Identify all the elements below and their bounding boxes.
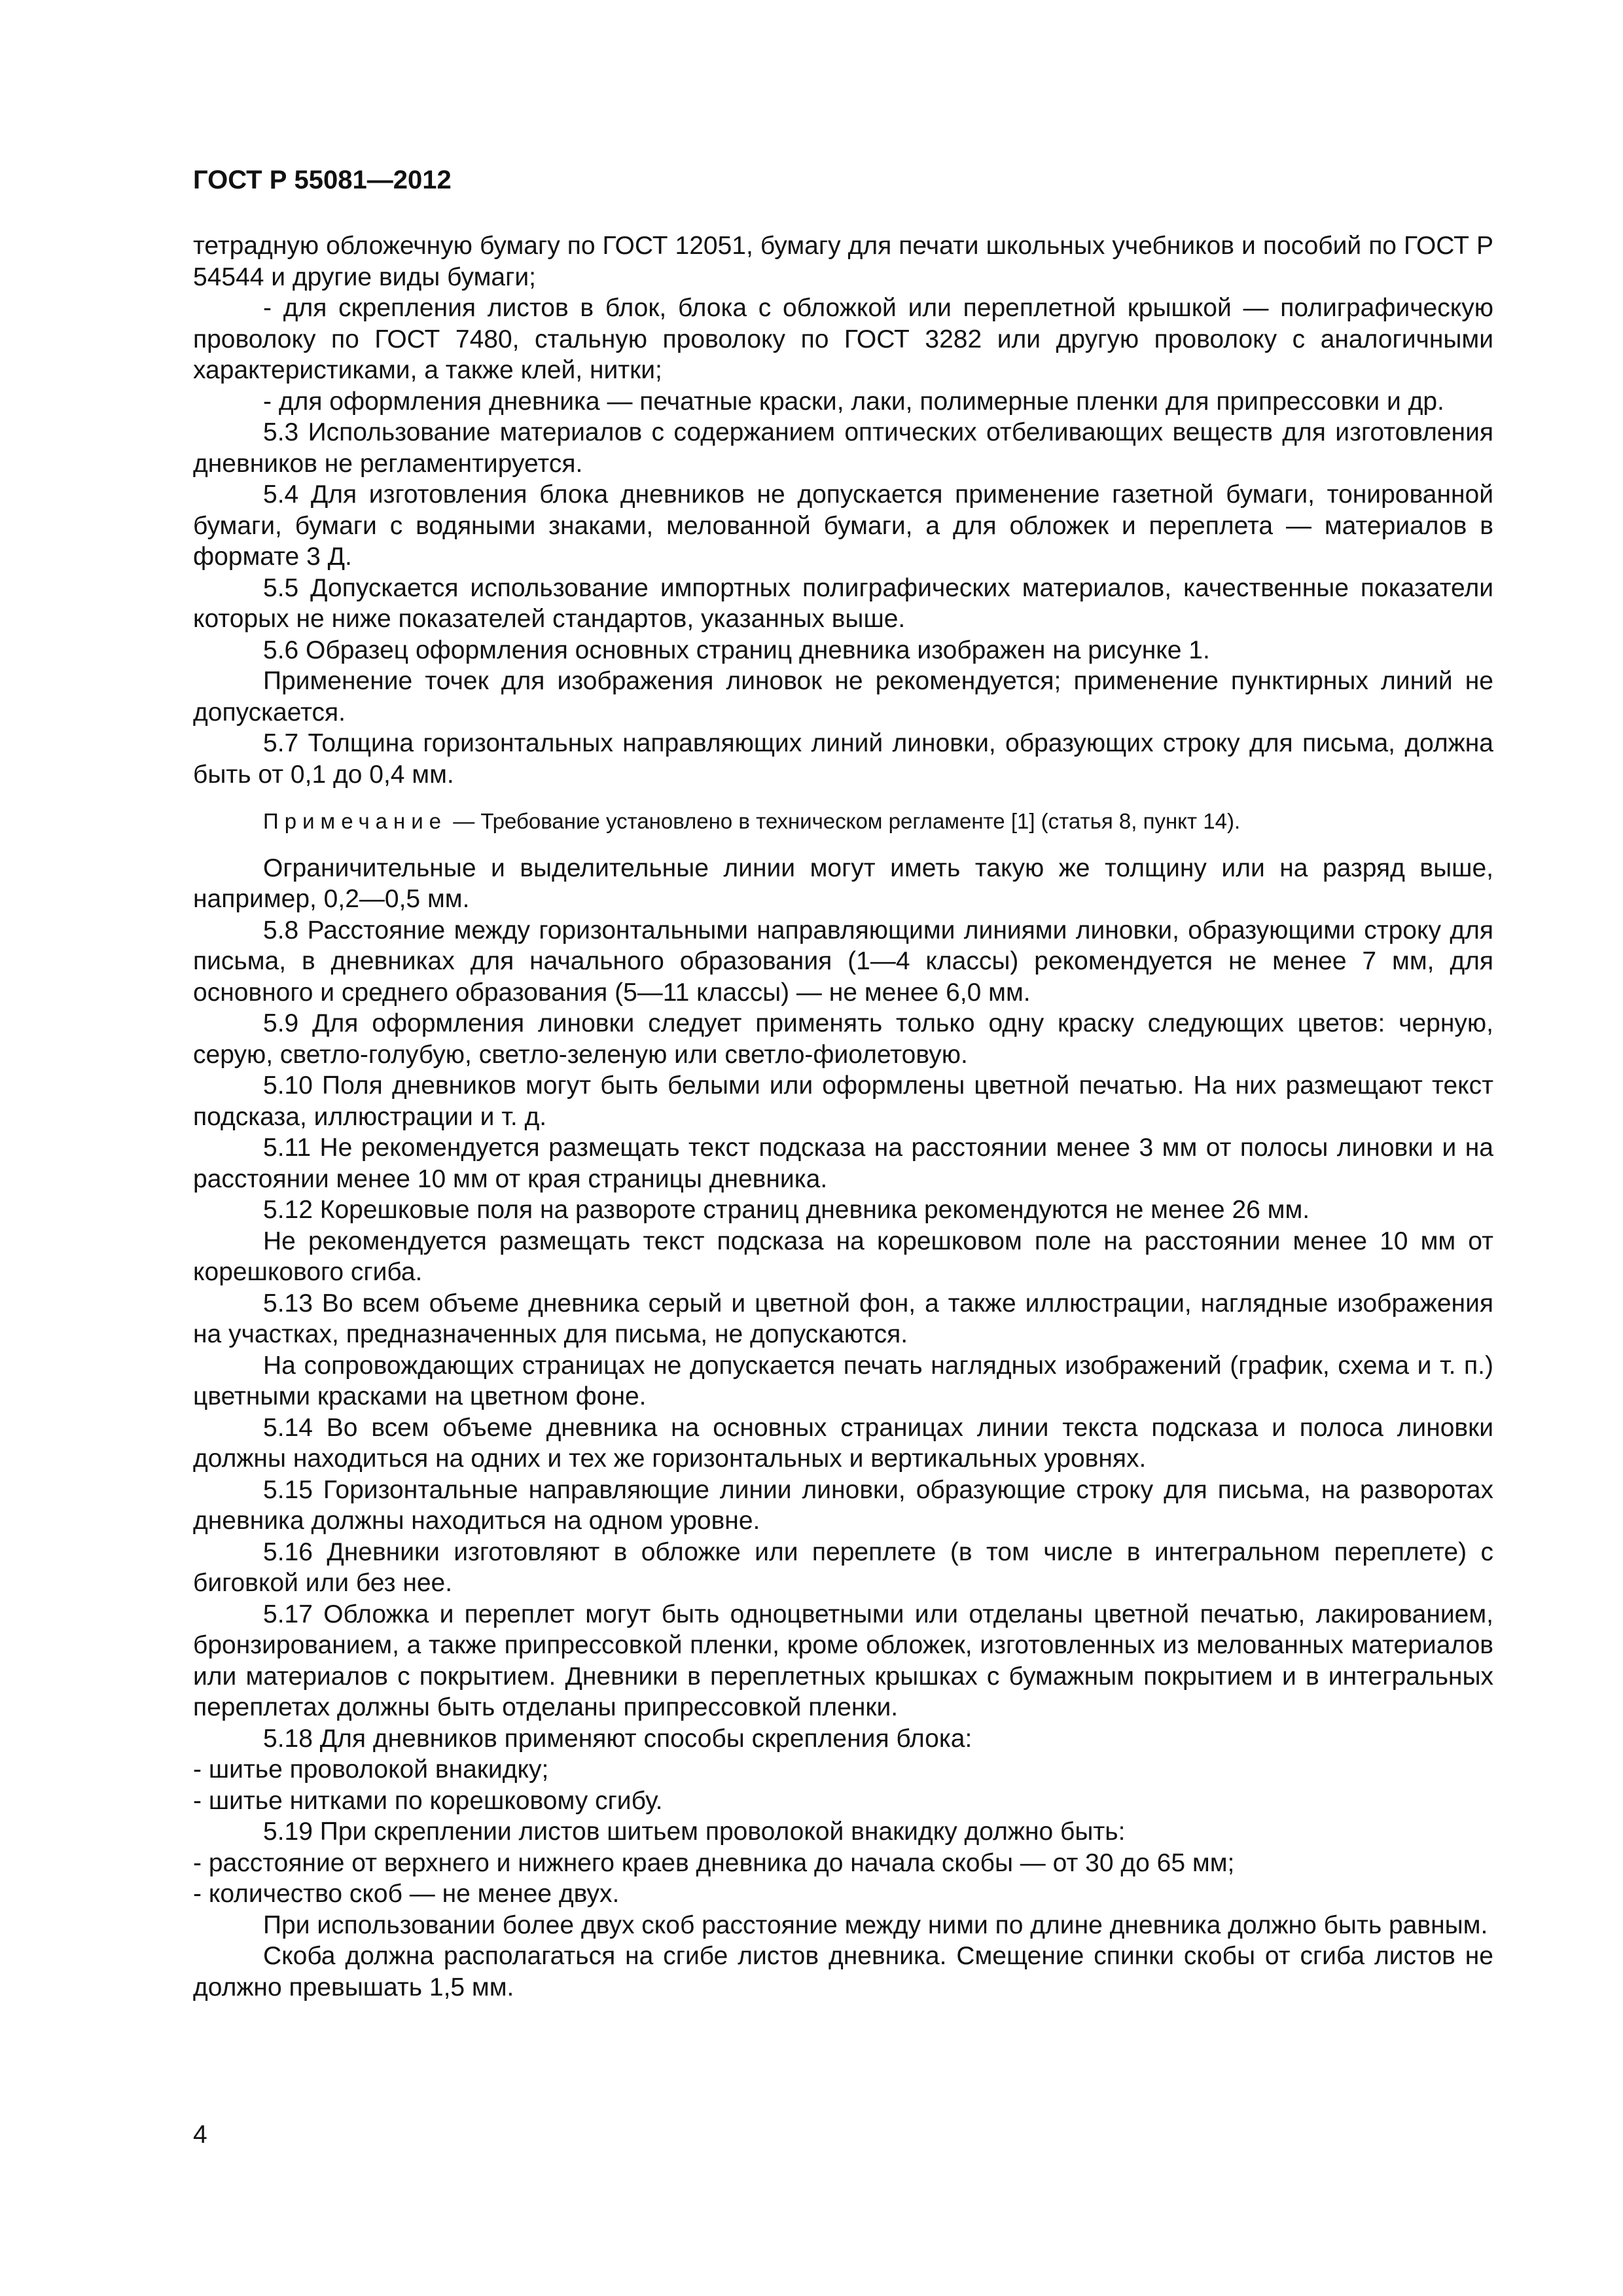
note-label: Примечание — [263, 809, 448, 833]
note-text: — Требование установлено в техническом регламенте [1] (статья 8, пункт 14). — [453, 809, 1241, 833]
document-header: ГОСТ Р 55081—2012 — [193, 166, 452, 194]
paragraph: 5.18 Для дневников применяют способы скрепления блока: — [263, 1724, 972, 1753]
paragraph: 5.17 Обложка и переплет могут быть одноцветными или отделаны цветной печатью, лакированием, бронзированием, а также припрессовкой пленки, кроме обложек, изготовленных из мелованных материалов или материалов с покрытием. Дневники в переплетных крышках с бумажным покрытием и в интегральных переплетах должны быть отделаны припрессовкой пленки. — [193, 1600, 1493, 1721]
paragraph: 5.10 Поля дневников могут быть белыми или оформлены цветной печатью. На них размещают текст подсказа, иллюстрации и т. д. — [193, 1071, 1493, 1131]
paragraph: 5.16 Дневники изготовляют в обложке или переплете (в том числе в интегральном переплете) с биговкой или без нее. — [193, 1537, 1493, 1597]
note — [193, 806, 1493, 837]
paragraph: - шитье проволокой внакидку; — [193, 1755, 549, 1784]
paragraph: 5.3 Использование материалов с содержанием оптических отбеливающих веществ для изготовления дневников не регламентируется. — [193, 418, 1493, 478]
paragraph: 5.11 Не рекомендуется размещать текст подсказа на расстоянии менее 3 мм от полосы линовки и на расстоянии менее 10 мм от края страницы дневника. — [193, 1134, 1493, 1193]
paragraph: 5.12 Корешковые поля на развороте страниц дневника рекомендуются не менее 26 мм. — [263, 1196, 1310, 1224]
paragraph: Не рекомендуется размещать текст подсказа на корешковом поле на расстоянии менее 10 мм от корешкового сгиба. — [193, 1227, 1493, 1286]
paragraph: - шитье нитками по корешковому сгибу. — [193, 1786, 663, 1815]
paragraph: 5.9 Для оформления линовки следует применять только одну краску следующих цветов: черную, серую, светло-голубую, светло-зеленую или светло-фиолетовую. — [193, 1009, 1493, 1069]
paragraph: Применение точек для изображения линовок не рекомендуется; применение пунктирных линий не допускается. — [193, 667, 1493, 726]
paragraph: тетрадную обложечную бумагу по ГОСТ 12051, бумагу для печати школьных учебников и пособий по ГОСТ Р 54544 и другие виды бумаги; — [193, 232, 1493, 291]
paragraph: - количество скоб — не менее двух. — [193, 1880, 620, 1908]
paragraph: - расстояние от верхнего и нижнего краев дневника до начала скобы — от 30 до 65 мм; — [193, 1848, 1235, 1877]
paragraph: 5.13 Во всем объеме дневника серый и цветной фон, а также иллюстрации, наглядные изображения на участках, предназначенных для письма, не допускаются. — [193, 1289, 1493, 1348]
paragraph: - для скрепления листов в блок, блока с обложкой или переплетной крышкой — полиграфическую проволоку по ГОСТ 7480, стальную проволоку по ГОСТ 3282 или другую проволоку с аналогичными характеристиками, а также клей, нитки; — [193, 294, 1493, 384]
document-body — [193, 230, 1493, 2003]
paragraph: 5.5 Допускается использование импортных полиграфических материалов, качественные показатели которых не ниже показателей стандартов, указанных выше. — [193, 573, 1493, 633]
paragraph: 5.15 Горизонтальные направляющие линии линовки, образующие строку для письма, на разворотах дневника должны находиться на одном уровне. — [193, 1475, 1493, 1535]
paragraph: 5.6 Образец оформления основных страниц дневника изображен на рисунке 1. — [263, 636, 1210, 664]
paragraph: 5.14 Во всем объеме дневника на основных страницах линии текста подсказа и полоса линовки должны находиться на одних и тех же горизонтальных и вертикальных уровнях. — [193, 1413, 1493, 1473]
paragraph: 5.8 Расстояние между горизонтальными направляющими линиями линовки, образующими строку для письма, в дневниках для начального образования (1—4 классы) рекомендуется не менее 7 мм, для основного и среднего образования (5—11 классы) — не менее 6,0 мм. — [193, 916, 1493, 1007]
paragraph: 5.19 При скреплении листов шитьем проволокой внакидку должно быть: — [263, 1818, 1126, 1846]
paragraph: При использовании более двух скоб расстояние между ними по длине дневника должно быть равным. — [263, 1910, 1488, 1939]
paragraph: 5.7 Толщина горизонтальных направляющих линий линовки, образующих строку для письма, должна быть от 0,1 до 0,4 мм. — [193, 729, 1493, 789]
paragraph: Скоба должна располагаться на сгибе листов дневника. Смещение спинки скобы от сгиба листов не должно превышать 1,5 мм. — [193, 1942, 1493, 2001]
paragraph: Ограничительные и выделительные линии могут иметь такую же толщину или на разряд выше, например, 0,2—0,5 мм. — [193, 853, 1493, 913]
page-number: 4 — [193, 2121, 207, 2149]
paragraph: 5.4 Для изготовления блока дневников не допускается применение газетной бумаги, тонированной бумаги, бумаги с водяными знаками, мелованной бумаги, а для обложек и переплета — материалов в формате 3 Д. — [193, 480, 1493, 571]
paragraph: На сопровождающих страницах не допускается печать наглядных изображений (график, схема и т. п.) цветными красками на цветном фоне. — [193, 1351, 1493, 1410]
paragraph: - для оформления дневника — печатные краски, лаки, полимерные пленки для припрессовки и др. — [263, 387, 1444, 416]
